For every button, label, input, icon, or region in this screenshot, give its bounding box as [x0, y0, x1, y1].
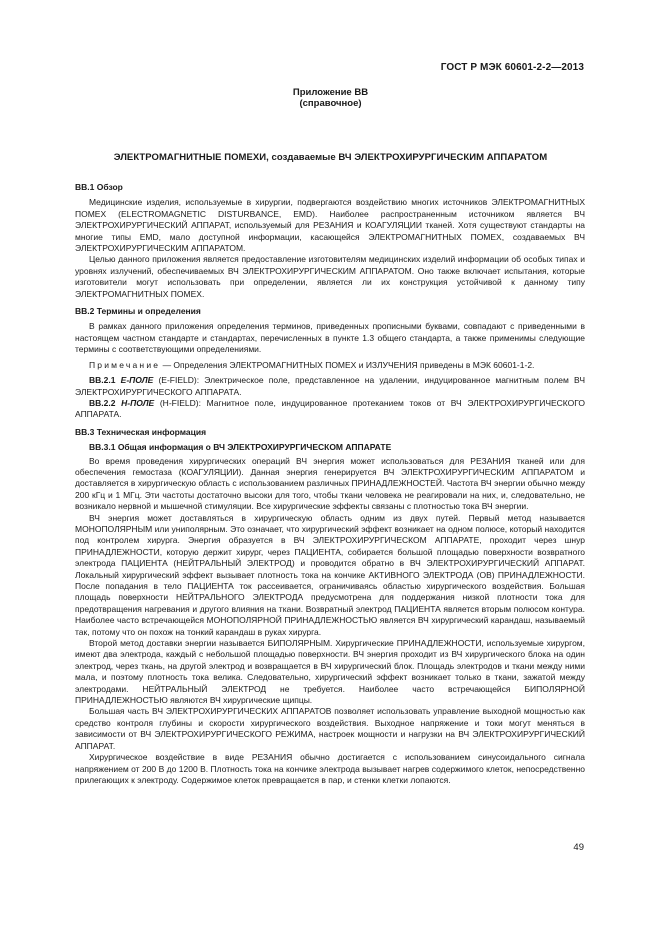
- standard-designation: ГОСТ Р МЭК 60601-2-2—2013: [440, 62, 584, 73]
- note: [75, 360, 585, 371]
- term-original: (E-FIELD): [158, 375, 197, 386]
- term-definition: : Электрическое поле, представленное на удалении, индуцированное магнитным полем ВЧ ЭЛЕКТРОХИРУРГИЧЕСКОГО АППАРАТА.: [75, 375, 585, 397]
- paragraph: Медицинские изделия, используемые в хирургии, подвергаются воздействию многих источников ЭЛЕКТРОМАГНИТНЫХ ПОМЕХ (ELECTROMAGNETIC DISTURBANCE, EMD). Наиболее распространенным источником является ВЧ ЭЛЕКТРОХИРУРГИЧЕСКИЙ АППАРАТ, используемый для РЕЗАНИЯ и КОАГУЛЯЦИИ тканей. Хотя существуют стандарты на многие типы EMD, мало доступной информации, касающейся ЭЛЕКТРОМАГНИТНЫХ ПОМЕХ, создаваемых ВЧ ЭЛЕКТРОХИРУРГИЧЕСКИМ АППАРАТОМ.: [75, 197, 585, 254]
- term-h-field: [75, 398, 585, 421]
- term-original: (H-FIELD): [159, 397, 199, 408]
- section-heading-bb2: ВВ.2 Термины и определения: [75, 306, 201, 317]
- paragraph: ВЧ энергия может доставляться в хирургическую область одним из двух путей. Первый метод называется МОНОПОЛЯРНЫМ или униполярным. Это означает, что хирургический эффект возникает на одном полюсе, который находится под контролем хирурга. Энергия образуется в ВЧ ЭЛЕКТРОХИРУРГИЧЕСКОМ АППАРАТЕ, проходит через шнур ПРИНАДЛЕЖНОСТИ, которую держит хирург, через ПАЦИЕНТА, собирается большой площадью поверхности возвратного электрода ПАЦИЕНТА (НЕЙТРАЛЬНЫЙ ЭЛЕКТРОД) и проводится обратно в ВЧ ЭЛЕКТРОХИРУРГИЧЕСКИЙ АППАРАТ. Локальный хирургический эффект вызывает плотность тока на кончике АКТИВНОГО ЭЛЕКТРОДА (ОВ) ПРИНАДЛЕЖНОСТИ. После попадания в тело ПАЦИЕНТА ток рассеивается, ограничиваясь областью хирургического воздействия. Большая площадь поверхности НЕЙТРАЛЬНОГО ЭЛЕКТРОДА предусмотрена для поддержания низкой плотности тока для предотвращения нагревания и другого влияния на ткани. Возвратный электрод ПАЦИЕНТА является вторым полюсом контура. Наиболее часто встречающейся МОНОПОЛЯРНОЙ ПРИНАДЛЕЖНОСТЬЮ является ВЧ хирургический карандаш, называемый так, потому что он похож на тонкий карандаш в руках хирурга.: [75, 512, 585, 637]
- subsection-heading-bb31: ВВ.3.1 Общая информация о ВЧ ЭЛЕКТРОХИРУРГИЧЕСКОМ АППАРАТЕ: [89, 442, 392, 453]
- paragraph: В рамках данного приложения определения терминов, приведенных прописными буквами, совпадают с приведенными в настоящем частном стандарте и стандартах, перечисленных в пункте 1.3 общего стандарта, а также применимы следующие термины с соответствующими определениями.: [75, 321, 585, 355]
- paragraph: Во время проведения хирургических операций ВЧ энергия может использоваться для РЕЗАНИЯ тканей или для обеспечения гемостаза (КОАГУЛЯЦИИ). Данная энергия генерируется ВЧ ЭЛЕКТРОХИРУРГИЧЕСКИМ АППАРАТОМ и доставляется в хирургическую область с использованием различных ПРИНАДЛЕЖНОСТЕЙ. Частота ВЧ энергии обычно между 200 кГц и 1 МГц. Эти частоты достаточно высоки для того, чтобы ткани человека не реагировали на них, и, следовательно, не возникало нервной и мышечной стимуляции. Все хирургические эффекты связаны с плотностью тока ВЧ энергии.: [75, 455, 585, 512]
- section-heading-bb1: ВВ.1 Обзор: [75, 182, 123, 192]
- main-title: ЭЛЕКТРОМАГНИТНЫЕ ПОМЕХИ, создаваемые ВЧ ЭЛЕКТРОХИРУРГИЧЕСКИМ АППАРАТОМ: [113, 152, 548, 163]
- appendix-subtitle: (справочное): [299, 98, 362, 109]
- term-number: ВВ.2.2: [89, 397, 116, 408]
- paragraph: Второй метод доставки энергии называется БИПОЛЯРНЫМ. Хирургические ПРИНАДЛЕЖНОСТИ, используемые хирургом, имеют два электрода, каждый с небольшой площадью поверхности. ВЧ энергия проходит из ВЧ хирургического блока на один электрод, через ткань, на другой электрод и возвращается в ВЧ хирургический блок. Площадь электродов и ткани между ними мала, и поэтому плотность тока велика. Следовательно, хирургический эффект возникает только в ткани, зажатой между электродами. НЕЙТРАЛЬНЫЙ ЭЛЕКТРОД не требуется. Наиболее часто встречающейся БИПОЛЯРНОЙ ПРИНАДЛЕЖНОСТЬЮ являются ВЧ хирургические щипцы.: [75, 638, 585, 706]
- appendix-heading: [0, 87, 661, 109]
- term-name: Е-ПОЛЕ: [120, 375, 154, 386]
- page-number: 49: [573, 842, 584, 853]
- term-number: ВВ.2.1: [89, 375, 116, 386]
- term-definition: : Магнитное поле, индуцированное протеканием токов от ВЧ ЭЛЕКТРОХИРУРГИЧЕСКОГО АППАРАТА.: [75, 397, 585, 420]
- note-text: — Определения ЭЛЕКТРОМАГНИТНЫХ ПОМЕХ и ИЗЛУЧЕНИЯ приведены в МЭК 60601-1-2.: [160, 359, 535, 370]
- term-e-field: [75, 375, 585, 398]
- section-heading-bb3: ВВ.3 Техническая информация: [75, 426, 207, 437]
- paragraph: Большая часть ВЧ ЭЛЕКТРОХИРУРГИЧЕСКИХ АППАРАТОВ позволяет использовать управление выходной мощностью как средство контроля глубины и скорости хирургического воздействия. Выходное напряжение и токи могут меняться в зависимости от ВЧ ЭЛЕКТРОХИРУРГИЧЕСКОГО РЕЖИМА, настроек мощности и нагрузки на ВЧ ЭЛЕКТРОХИРУРГИЧЕСКИЙ АППАРАТ.: [75, 706, 585, 751]
- term-name: Н-ПОЛЕ: [121, 397, 155, 408]
- note-label: Примечание: [89, 359, 161, 370]
- paragraph: Целью данного приложения является предоставление изготовителям медицинских изделий информации об особых типах и уровнях излучений, обеспечиваемых ВЧ ЭЛЕКТРОХИРУРГИЧЕСКИМ АППАРАТОМ. Оно также включает испытания, которые изготовители могут использовать при определении, является ли их конструкция устойчивой к данному типу ЭЛЕКТРОМАГНИТНЫХ ПОМЕХ.: [75, 254, 585, 299]
- appendix-title: Приложение ВВ: [292, 87, 369, 98]
- document-body: [75, 176, 585, 786]
- paragraph: Хирургическое воздействие в виде РЕЗАНИЯ обычно достигается с использованием синусоидального сигнала напряжением от 200 В до 1200 В. Плотность тока на кончике электрода вызывает нагрев содержимого клеток, непосредственно прилегающих к электроду. Содержимое клеток превращается в пар, и стенки клетки лопаются.: [75, 752, 585, 785]
